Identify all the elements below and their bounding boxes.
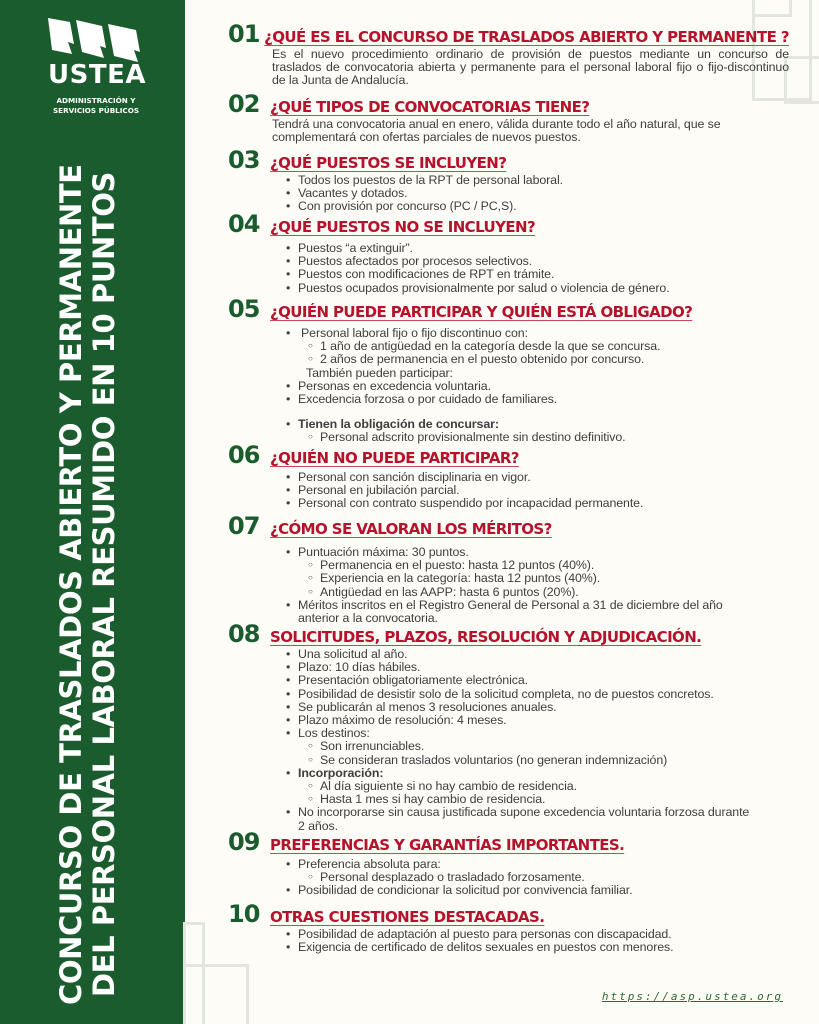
list-item-text: Preferencia absoluta para:	[298, 857, 441, 871]
section-title: ¿QUÉ TIPOS DE CONVOCATORIAS TIENE?	[270, 98, 590, 116]
logo-subtitle-line2: SERVICIOS PÚBLICOS	[53, 106, 139, 115]
list-item: • Todos los puestos de la RPT de personal laboral.	[286, 174, 789, 187]
list-item: • Méritos inscritos en el Registro General de Personal a 31 de diciembre del año anterior a la convocatoria.	[286, 599, 789, 625]
list-item: • Plazo máximo de resolución: 4 meses.	[286, 714, 789, 727]
list-item: • Posibilidad de condicionar la solicitud por convivencia familiar.	[286, 884, 789, 897]
section-10	[228, 900, 789, 954]
logo-name: USTEA	[48, 60, 146, 90]
list-item: • Puestos “a extinguir”.	[286, 242, 789, 255]
sub-list-item: ○ Personal desplazado o trasladado forzosamente.	[308, 871, 789, 884]
section-text: Tendrá una convocatoria anual en enero, válida durante todo el año natural, que se complementará con ofertas parciales de nuevos puestos.	[272, 117, 721, 145]
list-item-text: Incorporación:	[298, 765, 384, 780]
section-08	[228, 620, 789, 833]
section-text: Es el nuevo procedimiento ordinario de provisión de puestos mediante un concurso de traslados de convocatoria abierta y permanente para el personal laboral fijo o fijo-discontinuo de la Junta de Andalucía.	[272, 47, 789, 88]
list-item	[286, 727, 789, 767]
list-item-text: Los destinos:	[298, 726, 370, 741]
section-title: ¿QUIÉN PUEDE PARTICIPAR Y QUIÉN ESTÁ OBLIGADO?	[270, 303, 693, 321]
section-title: ¿QUÉ PUESTOS NO SE INCLUYEN?	[270, 218, 536, 236]
list-item	[286, 327, 789, 367]
section-number: 07	[228, 512, 260, 540]
list-item: • Posibilidad de adaptación al puesto para personas con discapacidad.	[286, 928, 789, 941]
list-item: • Excedencia forzosa o por cuidado de familiares.	[286, 393, 789, 406]
vertical-title-line1: CONCURSO DE TRASLADOS ABIERTO Y PERMANENTE	[54, 164, 88, 1005]
website-link[interactable]: https://asp.ustea.org	[601, 990, 783, 1003]
decor-square	[183, 964, 249, 1024]
list-item: • No incorporarse sin causa justificada supone excedencia voluntaria forzosa durante 2 años.	[286, 806, 789, 832]
logo	[40, 14, 150, 64]
section-06	[228, 441, 789, 511]
section-09	[228, 828, 789, 898]
list-item	[286, 858, 789, 884]
list-item-text: Tienen la obligación de concursar:	[298, 417, 499, 432]
section-04	[228, 210, 789, 295]
section-title: OTRAS CUESTIONES DESTACADAS.	[270, 908, 545, 926]
sub-list-item: ○ Son irrenunciables.	[308, 740, 789, 753]
section-number: 02	[228, 90, 260, 118]
section-number: 08	[228, 620, 260, 648]
section-number: 09	[228, 828, 260, 856]
section-number: 05	[228, 295, 260, 323]
list-item: • Personal en jubilación parcial.	[286, 484, 789, 497]
sub-list-item: ○ 1 año de antigüedad en la categoría desde la que se concursa.	[308, 340, 789, 353]
list-item: • Exigencia de certificado de delitos sexuales en puestos con menores.	[286, 941, 789, 954]
logo-subtitle	[46, 96, 146, 116]
section-number: 04	[228, 210, 260, 238]
section-title: ¿QUÉ ES EL CONCURSO DE TRASLADOS ABIERTO Y PERMANENTE ?	[264, 28, 789, 46]
section-05	[228, 295, 789, 445]
section-02	[228, 90, 789, 144]
list-item: • Vacantes y dotados.	[286, 187, 789, 200]
section-number: 03	[228, 146, 260, 174]
section-title: PREFERENCIAS Y GARANTÍAS IMPORTANTES.	[270, 836, 625, 854]
decor-square	[784, 56, 819, 104]
list-item	[286, 546, 789, 599]
flags-icon	[40, 14, 150, 64]
section-03	[228, 146, 789, 214]
decor-square	[752, 0, 792, 17]
list-item: • Posibilidad de desistir solo de la solicitud completa, no de puestos concretos.	[286, 688, 789, 701]
vertical-title-line2: DEL PERSONAL LABORAL RESUMIDO EN 10 PUNTOS	[87, 172, 121, 997]
section-title: ¿QUIÉN NO PUEDE PARTICIPAR?	[270, 449, 519, 467]
sub-list-item: ○ Hasta 1 mes si hay cambio de residencia.	[308, 793, 789, 806]
list-item: • Se publicarán al menos 3 resoluciones anuales.	[286, 701, 789, 714]
section-number: 06	[228, 441, 260, 469]
list-item	[286, 767, 789, 807]
list-item: • Presentación obligatoriamente electrónica.	[286, 674, 789, 687]
list-item-text: Personal laboral fijo o fijo discontinuo con:	[301, 326, 528, 340]
logo-subtitle-line1: ADMINISTRACIÓN Y	[56, 96, 136, 105]
section-number: 01	[228, 20, 260, 48]
section-07	[228, 512, 789, 625]
sub-list-item: ○ Experiencia en la categoría: hasta 12 puntos (40%).	[308, 572, 789, 585]
sub-list-item: ○ Permanencia en el puesto: hasta 12 puntos (40%).	[308, 559, 789, 572]
list-item: • Plazo: 10 días hábiles.	[286, 661, 789, 674]
section-title: ¿CÓMO SE VALORAN LOS MÉRITOS?	[270, 520, 552, 538]
also-label: También pueden participar:	[306, 365, 453, 380]
list-item: • Puestos afectados por procesos selectivos.	[286, 255, 789, 268]
section-title: ¿QUÉ PUESTOS SE INCLUYEN?	[270, 154, 507, 172]
sub-list-item: ○ Se consideran traslados voluntarios (no generan indemnización)	[308, 754, 789, 767]
list-item: • Personal con contrato suspendido por incapacidad permanente.	[286, 497, 789, 510]
list-item: • Una solicitud al año.	[286, 648, 789, 661]
sub-list-item: ○ Al día siguiente si no hay cambio de residencia.	[308, 780, 789, 793]
sub-list-item: ○ Antigüedad en las AAPP: hasta 6 puntos (20%).	[308, 586, 789, 599]
section-01	[228, 20, 789, 88]
list-item: • Con provisión por concurso (PC / PC,S).	[286, 200, 789, 213]
vertical-title	[55, 145, 121, 1005]
section-title: SOLICITUDES, PLAZOS, RESOLUCIÓN Y ADJUDICACIÓN.	[270, 628, 702, 646]
sub-list-item: ○ Personal adscrito provisionalmente sin destino definitivo.	[308, 431, 789, 444]
list-item: • Personal con sanción disciplinaria en vigor.	[286, 471, 789, 484]
sidebar	[0, 0, 185, 1024]
section-number: 10	[228, 900, 260, 928]
list-item-text: Puntuación máxima: 30 puntos.	[298, 545, 469, 559]
list-item: • Puestos ocupados provisionalmente por salud o violencia de género.	[286, 282, 789, 295]
sub-list-item: ○ 2 años de permanencia en el puesto obtenido por concurso.	[308, 353, 789, 366]
list-item: • Personas en excedencia voluntaria.	[286, 380, 789, 393]
list-item: • Puestos con modificaciones de RPT en trámite.	[286, 268, 789, 281]
